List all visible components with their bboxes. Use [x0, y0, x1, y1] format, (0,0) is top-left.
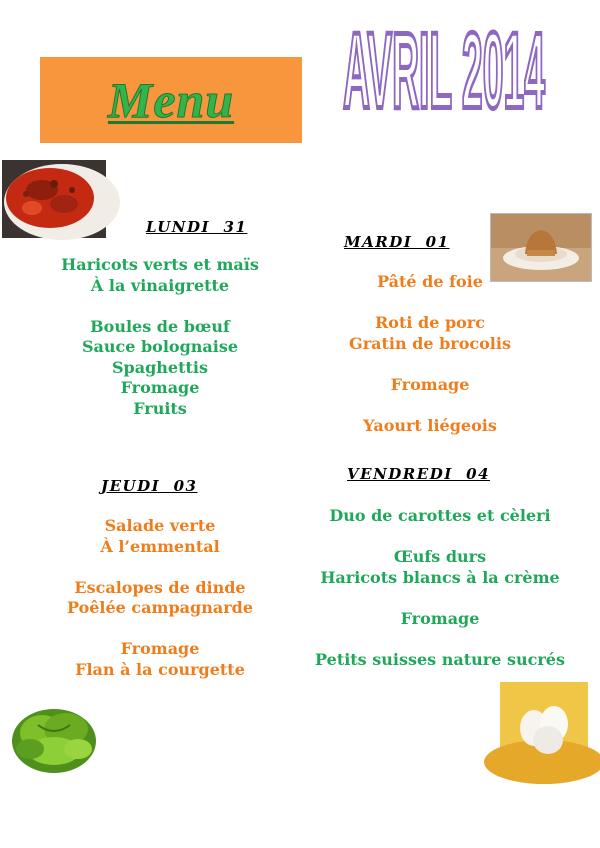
menu-item: Sauce bolognaise [81, 337, 239, 356]
menu-item: Gratin de brocolis [349, 333, 511, 353]
menu-spacer [295, 629, 585, 650]
day-heading-jeudi: JEUDI 03 [101, 477, 198, 495]
menu-item: Œufs durs [393, 547, 487, 566]
menu-spacer [295, 527, 585, 548]
menu-list-mardi [300, 272, 560, 436]
menu-spacer [300, 395, 560, 416]
svg-text:AVRIL 2014: AVRIL 2014 [343, 9, 545, 131]
menu-item: Fruits [133, 398, 187, 418]
lettuce-photo [8, 697, 100, 775]
month-title [338, 9, 550, 196]
menu-item: Petits suisses nature sucrés [315, 649, 565, 669]
menu-list-jeudi [30, 516, 290, 680]
menu-item: Fromage [120, 378, 200, 397]
day-heading-lundi: LUNDI 31 [146, 218, 248, 236]
menu-item: Flan à la courgette [75, 659, 245, 679]
menu-item: À l’emmental [100, 536, 220, 556]
menu-item: Spaghettis [112, 357, 208, 377]
menu-item: Escalopes de dinde [74, 577, 246, 597]
menu-item: À la vinaigrette [90, 275, 230, 295]
menu-spacer [300, 293, 560, 314]
menu-item: Salade verte [104, 516, 216, 535]
title-banner [40, 57, 302, 143]
menu-list-lundi [30, 255, 290, 419]
day-heading-mardi: MARDI 01 [344, 233, 450, 251]
menu-item: Roti de porc [375, 313, 485, 332]
menu-item: Haricots blancs à la crème [320, 567, 560, 587]
menu-item: Fromage [390, 374, 470, 394]
menu-list-vendredi [295, 506, 585, 670]
menu-spacer [30, 557, 290, 578]
menu-item: Poêlée campagnarde [66, 598, 254, 617]
menu-item: Yaourt liégeois [363, 415, 497, 435]
menu-spacer [295, 588, 585, 609]
menu-item: Boules de bœuf [90, 316, 230, 336]
menu-title: Menu [107, 72, 235, 128]
menu-item: Haricots verts et maïs [61, 255, 259, 274]
menu-item: Pâté de foie [377, 272, 483, 291]
tomato-sauce-photo [2, 160, 106, 238]
menu-item: Fromage [400, 608, 480, 628]
menu-spacer [30, 619, 290, 640]
day-heading-vendredi: VENDREDI 04 [347, 465, 491, 483]
menu-item: Fromage [120, 639, 200, 658]
menu-item: Duo de carottes et cèleri [329, 506, 551, 525]
menu-spacer [300, 354, 560, 375]
eggs-photo [500, 682, 588, 769]
menu-spacer [30, 296, 290, 317]
